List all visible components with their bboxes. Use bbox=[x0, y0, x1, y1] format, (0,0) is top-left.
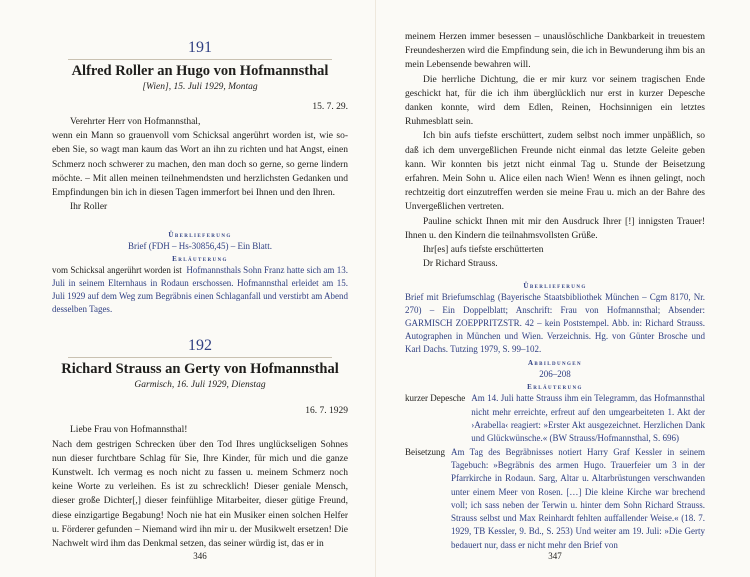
annotation-entry bbox=[405, 392, 705, 445]
ueberlieferung-heading: Überlieferung bbox=[523, 282, 587, 291]
ueberlieferung-text: Brief mit Briefumschlag (Bayerische Staatsbibliothek München – Cgm 8170, Nr. 270) – Ein Doppelblatt; Anschrift: Frau von Hofmannsthal; Absender: GARMISCH ZOEPPRITZSTR. 42 – kein Poststempel. Abb. in: Richard Strauss. Autographen in München und Wien. Verzeichnis. Hg. von Günter Brosche und Karl Dachs. Tutzing 1979, S. 99–102. bbox=[405, 292, 705, 355]
letter-date-line: 15. 7. 29. bbox=[312, 102, 348, 112]
letter-paragraph: Pauline schickt Ihnen mit mir den Ausdruck Ihrer [!] innigsten Trauer! Ihnen u. den Kindern die teilnahmsvollsten Grüße. bbox=[405, 216, 705, 241]
page-number: 346 bbox=[193, 551, 207, 561]
annotation-entry bbox=[405, 446, 705, 552]
annotation-text: Hofmannsthals Sohn Franz hatte sich am 13. Juli in seinem Elternhaus in Rodaun erschossen. Hofmannsthal erleidet am 15. Juli 1929 auf dem Weg zum Begräbnis einen Schlaganfall und verstirbt am Abend desselben Tages. bbox=[52, 265, 348, 315]
annotation-term: kurzer Depesche bbox=[405, 393, 466, 404]
ueberlieferung-heading: Überlieferung bbox=[168, 231, 232, 240]
annotation-term: Beisetzung bbox=[405, 446, 445, 457]
letter-date-line: 16. 7. 1929 bbox=[305, 406, 348, 417]
letter-paragraph: Die herrliche Dichtung, die er mir kurz vor seinem tragischen Ende geschickt hat, für die ich ihm überglücklich nur erst in kurzer Depesche danken konnte, wird dem Edlen, Reinen, Hochsinnigen ein letztes Ruhmesblatt sein. bbox=[405, 74, 705, 128]
abbildungen-heading: Abbildungen bbox=[527, 359, 583, 368]
ueberlieferung-text: Brief (FDH – Hs-30856,45) – Ein Blatt. bbox=[128, 241, 272, 252]
annotation-list bbox=[405, 392, 705, 552]
right-text-column bbox=[405, 0, 705, 577]
letter-body bbox=[52, 115, 348, 214]
letter-body-continued bbox=[405, 30, 705, 271]
letter-title: Richard Strauss an Gerty von Hofmannsthal bbox=[61, 361, 339, 378]
erlaeuterung-heading: Erläuterung bbox=[172, 255, 228, 264]
signature: Dr Richard Strauss. bbox=[423, 259, 498, 270]
title-rule bbox=[68, 59, 332, 60]
letter-paragraph: Nach dem gestrigen Schrecken über den Tod Ihres unglückseligen Sohnes nun dieser furchtbare Schlag für Sie, Ihre Kinder, für mich und die ganze Kunstwelt. Ich vermag es noch nicht zu fassen u. meinem Schmerz noch keine Worte zu verleihen. Es ist zu schrecklich! Dieser geniale Mensch, dieser große Dichter[,] dieser feinfühlige Mitarbeiter, dieser gütige Freund, diese einzigartige Begabung! Noch nie hat ein Musiker einen solchen Helfer u. Förderer gefunden – Niemand wird ihn mir u. der Musikwelt ersetzen! Die Nachwelt wird ihm das Denkmal setzen, das seiner würdig ist, das er in bbox=[52, 439, 348, 550]
letter-place-date: [Wien], 15. Juli 1929, Montag bbox=[142, 82, 258, 92]
closing-line: Ihr[es] aufs tiefste erschütterten bbox=[423, 245, 544, 256]
annotation-term: vom Schicksal angerührt worden ist bbox=[52, 265, 182, 276]
letter-number: 191 bbox=[188, 39, 212, 56]
annotation-text: Am Tag des Begräbnisses notiert Harry Graf Kessler in seinem Tagebuch: »Begräbnis des armen Hugo. Trauerfeier um 3 in der Pfarrkirche in Rodaun. Sarg, Altar u. Altarbrüstungen verschwanden unter einem Meer von Rosen. […] Die kleine Kirche war brechend voll; ich sass neben der Terwin u. hinter dem Sohn Richard Strauss. Strauss selbst und Max Reinhardt fehlten auffallender Weise.« (18. 7. 1929, TB Kessler, 9. Bd., S. 253) Und weiter am 19. Juli: »Die Gerty bedauert nur, dass er nicht mehr den Brief von bbox=[451, 446, 705, 550]
signature: Ihr Roller bbox=[70, 202, 108, 213]
page-number: 347 bbox=[548, 551, 562, 561]
letter-paragraph: wenn ein Mann so grauenvoll vom Schicksal angerührt worden ist, wie so-eben Sie, so wagt man kaum das Wort an ihn zu richten und hat Angst, einen Schmerz noch schwerer zu machen, den man doch so gerne, so gerne lindern möchte. – Mit allen meinen teilnehmendsten und herzlichsten Gedanken und Empfindungen bin ich in diesen Tagen immerfort bei Ihnen und den Ihren. bbox=[52, 131, 348, 199]
salutation: Verehrter Herr von Hofmannsthal, bbox=[70, 117, 201, 127]
abbildungen-text: 206–208 bbox=[539, 369, 571, 380]
annotation-text: Am 14. Juli hatte Strauss ihm ein Telegramm, das Hofmannsthal nicht mehr erreichte, erfreut auf den umgearbeiteten 1. Akt der ›Arabella‹ reagiert: »Erster Akt ausgezeichnet. Herzlichen Dank und Glückwünsche.« (BW Strauss/Hofmannsthal, S. 696) bbox=[471, 393, 705, 444]
letter-title: Alfred Roller an Hugo von Hofmannsthal bbox=[71, 63, 329, 79]
letter-paragraph: meinem Herzen immer besessen – unauslöschliche Dankbarkeit in treuestem Freundesherzen wird die Empfindung sein, die ich in Bewunderung ihm bis an mein Lebensende bewahren will. bbox=[405, 32, 705, 71]
letter-number: 192 bbox=[188, 337, 212, 355]
letter-place-date: Garmisch, 16. Juli 1929, Dienstag bbox=[134, 380, 266, 391]
letter-body bbox=[52, 423, 348, 551]
title-rule bbox=[68, 357, 332, 358]
right-page bbox=[375, 0, 750, 577]
salutation: Liebe Frau von Hofmannsthal! bbox=[70, 425, 188, 436]
left-text-column bbox=[52, 0, 348, 577]
erlaeuterung-heading: Erläuterung bbox=[527, 383, 583, 392]
letter-paragraph: Ich bin aufs tiefste erschüttert, zudem selbst noch immer unpäßlich, so daß ich dem unvergeßlichen Freunde nicht einmal das letzte Geleite geben kann. Wir konnten bis jetzt nicht einmal Tag u. Stunde der Beisetzung erfahren. Mein Sohn u. Alice eilen nach Wien! Wenn es ihnen gelingt, noch rechtzeitig dort einzutreffen werden sie meine Frau u. mich an der Bahre des Unvergeßlichen vertreten. bbox=[405, 131, 705, 213]
erlaeuterung-note bbox=[52, 264, 348, 316]
